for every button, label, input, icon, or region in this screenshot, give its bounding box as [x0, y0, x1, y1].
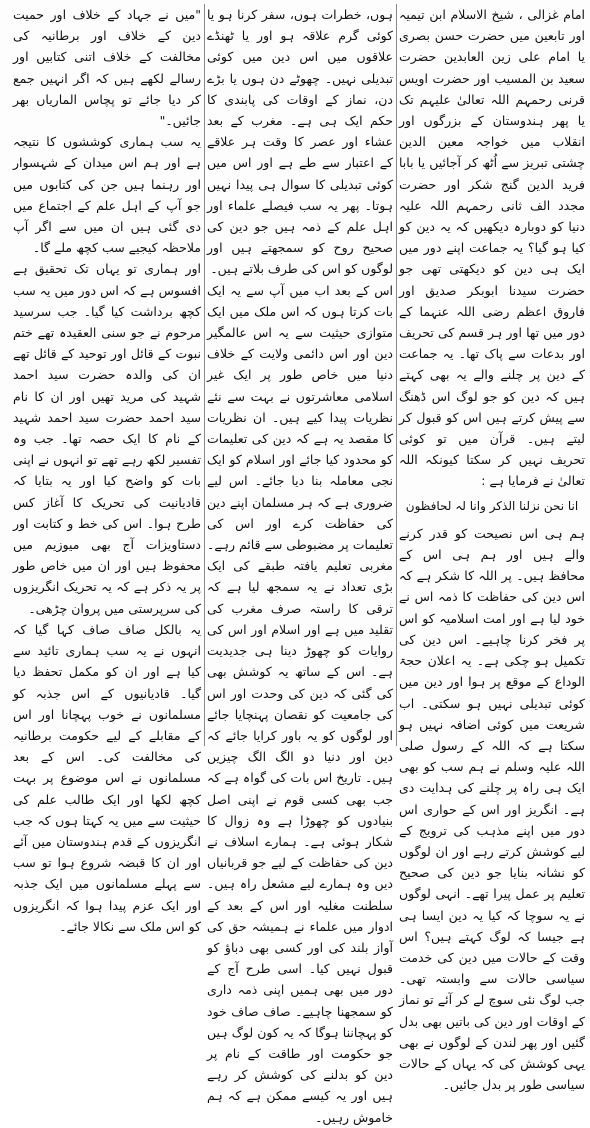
column-paragraph: امام غزالی ، شیخ الاسلام ابن تیمیہ اور تابعین میں حضرت حسن بصری یا امام علی زین العابدین حضرت سعید بن المسیب اور حضرت اویس قرنی رحمہم اللہ تعالیٰ علیہم تک یا پھر ہندوستان کے بزرگوں اور انقلاب میں خواجہ معین الدین چشتی تبریز سے اُٹھ کر آجائیں یا بابا فرید الدین گنج شکر اور حضرت مجدد الف ثانی رحمہم اللہ علیہ دنیا کو دوبارہ دیکھیں کہ یہ دین کو کیا ہو گیا؟ یہ جماعت اپنے دور میں ایک ہی دین کو دیکھتی تھی جو حضرت سیدنا ابوبکر صدیق اور فاروق اعظم رضی اللہ عنہما کے دور میں تھا اور ہر قسم کی تحریف اور بدعات سے پاک تھا۔ یہ جماعت کے دین پر چلنے والے یہ بھی کہتے ہیں کہ دین کو جو لوگ اس ڈھنگ سے پیش کرتے ہیں اس کو قبول کر لیتے ہیں۔ قرآن میں تو کوئی تحریف نہیں کر سکتا کیونکہ اللہ تعالیٰ نے فرمایا ہے : — [399, 7, 585, 489]
column-paragraph: "میں نے جہاد کے خلاف اور حمیت دین کے خلاف اور برطانیہ کی مخالفت کے خلاف اتنی کتابیں اور رسالے لکھے ہیں کہ اگر انہیں جمع کر دیا جائے تو پچاس الماریاں بھر جائیں۔" — [13, 7, 201, 129]
column-paragraph: اور ہماری تو یہاں تک تحقیق ہے افسوس ہے کہ اس دور میں یہ سب کچھ برداشت کیا گیا۔ جب سرسید مرحوم نے جو سنی العقیدہ تھے ختم نبوت کے قائل اور توحید کے قائل تھے ان کی والدہ حضرت سید احمد شہید کی مرید تھیں اور ان کا نام سید احمد حضرت سید احمد شہید کے نام کا ایک حصہ تھا۔ جب وہ تفسیر لکھ رہے تھے تو انہوں نے اپنی بات کو واضح کیا اور یہ بتایا کہ قادیانیت کی تحریک کا آغاز کس طرح ہوا۔ اس کی خط و کتابت اور دستاویزات آج بھی میوزیم میں محفوظ ہیں اور ان میں خاص طور پر یہ ذکر ہے کہ یہ تحریک انگریزوں کی سرپرستی میں پروان چڑھی۔ — [13, 261, 201, 616]
text-column-left — [13, 4, 201, 934]
column-paragraph: ہم ہی اس نصیحت کو قدر کرنے والے ہیں اور ہم ہی اس کے محافظ ہیں۔ پر اللہ کا شکر ہے کہ اس دین کی حفاظت کا ذمہ اس نے خود لیا ہے اور امت اسلامیہ کو اس پر فخر کرنا چاہیے۔ اس دین کی تکمیل ہو چکی ہے۔ یہ اعلان حجۃ الوداع کے موقع پر ہوا اور دین میں کوئی تبدیلی نہیں ہو سکتی۔ اب شریعت میں کوئی اضافہ نہیں ہو سکتا ہے کہ اللہ کے رسول صلی اللہ علیہ وسلم نے ہم سب کو بھی ایک ہی راہ پر چلنے کی ہدایت دی ہے۔ انگریز اور اس کے حواری اس دور میں اپنے مذہب کی ترویج کے لیے کوشش کرتے رہے اور ان لوگوں کو نشانہ بنایا جو دین کی صحیح تعلیم پر عمل پیرا تھے۔ انہی لوگوں نے یہ سوچا کہ کیا یہ دین ایسا ہی ہے جیسا کہ لوگ کہتے ہیں؟ اس وقت کے حالات میں دین کی خدمت سیاسی حالات سے وابستہ تھی۔ جب لوگ نئی سوچ لے کر آئے تو نماز کے اوقات اور دین کی باتیں بھی بدل گئیں اور پھر لندن کے لوگوں نے بھی یہی کوشش کی کہ یہاں کے حالات سیاسی طور پر بدل جائیں۔ — [399, 525, 585, 1093]
column-divider — [204, 4, 205, 746]
quranic-verse: انا نحن نزلنا الذکر وانا لہ لحافظون — [405, 498, 579, 513]
column-paragraph: اس کے بعد اب میں آپ سے یہ ایک بات کرتا ہوں کہ اس ملک میں ایک متوازی حیثیت سے یہ اس عالمگیر دین اور اس دائمی ولایت کے خلاف دنیا میں خاص طور پر ایک غیر اسلامی معاشرتوں نے بہت سے نئے نظریات پیدا کیے ہیں۔ ان نظریات کا مقصد یہ ہے کہ دین کی تعلیمات کو محدود کیا جائے اور اسلام کو ایک نجی معاملہ بنا دیا جائے۔ اس لیے ضروری ہے کہ ہر مسلمان اپنے دین کی حفاظت کرے اور اس کی تعلیمات پر مضبوطی سے قائم رہے۔ مغربی تعلیم یافتہ طبقے کی ایک بڑی تعداد نے یہ سمجھ لیا ہے کہ ترقی کا راستہ صرف مغرب کی تقلید میں ہے اور اسلام اور اس کی روایات کو چھوڑ دینا ہی جدیدیت ہے۔ اس کے ساتھ یہ کوشش بھی کی گئی کہ دین کی وحدت اور اس کی جامعیت کو نقصان پہنچایا جائے اور لوگوں کو یہ باور کرایا جائے کہ دین اور دنیا دو الگ الگ چیزیں ہیں۔ تاریخ اس بات کی گواہ ہے کہ جب بھی کسی قوم نے اپنی اصل بنیادوں کو چھوڑا ہے وہ زوال کا شکار ہوئی ہے۔ ہمارے اسلاف نے دین کی حفاظت کے لیے جو قربانیاں دیں وہ ہمارے لیے مشعل راہ ہیں۔ سلطنت مغلیہ اور اس کے بعد کے ادوار میں علماء نے ہمیشہ حق کی آواز بلند کی اور کسی بھی دباؤ کو قبول نہیں کیا۔ اسی طرح آج کے دور میں بھی ہمیں اپنی ذمہ داری کو سمجھنا چاہیے۔ صاف صاف خود کو پہچاننا ہوگا کہ یہ کون لوگ ہیں جو حکومت اور طاقت کے نام پر دین کو بدلنے کی کوشش کر رہے ہیں اور یہ کیسے ممکن ہے کہ ہم خاموش رہیں۔ — [207, 282, 393, 1125]
column-paragraph: یہ بالکل صاف صاف کہا گیا کہ انہوں نے یہ سب ہماری تائید سے کیا ہے اور ان کو مکمل تحفظ دیا گیا۔ قادیانیوں کے اس جذبہ کو مسلمانوں نے خوب پہچانا اور اس کے مقابلے کے لیے حکومت برطانیہ کی مخالفت کی۔ اس کے بعد مسلمانوں نے اس موضوع پر بہت کچھ لکھا اور ایک طالب علم کی حیثیت سے میں یہ کہتا ہوں کہ جب انگریزوں کے قدم ہندوستان میں آئے اور ان کا قبضہ شروع ہوا تو سب سے پہلے مسلمانوں میں ایک جذبہ اور ایک عزم پیدا ہوا کہ انگریزوں کو اس ملک سے نکالا جائے۔ — [13, 621, 201, 934]
text-column-right — [399, 4, 585, 1093]
text-column-middle — [207, 4, 393, 1125]
column-paragraph: یہ سب ہماری کوششوں کا نتیجہ ہے اور ہم اس میدان کے شہسوار اور رہنما ہیں جن کی کتابوں میں جو آپ کے اہل علم کے اجتماع میں دی گئی ہیں ان میں سے اگر آپ ملاحظہ کیجیے سب کچھ ملے گا۔ — [13, 134, 201, 256]
column-divider — [396, 4, 397, 746]
column-paragraph: ہوں، خطرات ہوں، سفر کرنا ہو یا کوئی گرم علاقہ ہو اور یا ٹھنڈے علاقوں میں اس دین میں کوئی تبدیلی نہیں۔ چھوٹے دن ہوں یا بڑے دن، نماز کے اوقات کی پابندی کا حکم ایک ہی ہے۔ مغرب کے بعد عشاء اور عصر کا وقت ہر علاقے کے اعتبار سے طے ہے اور اس میں کوئی تبدیلی کا سوال ہی پیدا نہیں ہوتا۔ پھر یہ سب فیصلے علماء اور اہل علم کے ذمہ ہیں جو دین کی صحیح روح کو سمجھتے ہیں اور لوگوں کو اس کی طرف بلاتے ہیں۔ — [207, 7, 393, 277]
